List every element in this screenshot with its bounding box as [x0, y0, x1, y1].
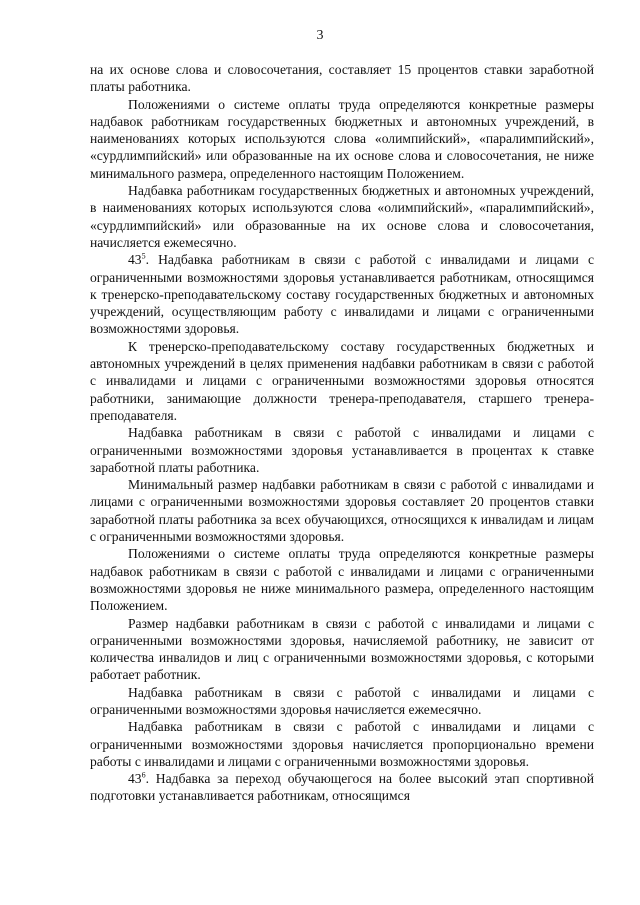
- clause-number: $43^6$: [128, 770, 146, 787]
- paragraph: Надбавка работникам в связи с работой с инвалидами и лицами с ограниченными возможностями здоровья начисляется пропорционально времени работы с инвалидами и лицами с ограниченными возможностями здоровья.: [90, 719, 594, 769]
- paragraph: Положениями о системе оплаты труда определяются конкретные размеры надбавок работникам в связи с работой с инвалидами и лицами с ограниченными возможностями здоровья не ниже минимального размера, определенного настоящим Положением.: [90, 546, 594, 614]
- page-number: 3: [316, 28, 324, 43]
- document-body: [90, 61, 594, 805]
- paragraph: Минимальный размер надбавки работникам в связи с работой с инвалидами и лицами с ограниченными возможностями здоровья составляет 20 процентов ставки заработной платы работника за всех обучающихся, относящихся к инвалидам и лицам с ограниченными возможностями здоровья.: [90, 477, 594, 545]
- clause-text: . Надбавка работникам в связи с работой с инвалидами и лицами с ограниченными возможностями здоровья устанавливается работникам, относящимся к тренерско-преподавательскому составу государственных бюджетных и автономных учреждений, осуществляющим работу с инвалидами и лицами с ограниченными возможностями здоровья.: [90, 252, 594, 337]
- paragraph: Надбавка работникам в связи с работой с инвалидами и лицами с ограниченными возможностями здоровья начисляется ежемесячно.: [90, 684, 594, 717]
- paragraph: Размер надбавки работникам в связи с работой с инвалидами и лицами с ограниченными возможностями здоровья, начисляемой работнику, не зависит от количества инвалидов и лиц с ограниченными возможностями здоровья, с которыми работает работник.: [90, 615, 594, 683]
- clause-text: . Надбавка за переход обучающегося на более высокий этап спортивной подготовки устанавливается работникам, относящимся: [90, 771, 594, 804]
- clause-number: $43^5$: [128, 251, 146, 268]
- paragraph: К тренерско-преподавательскому составу государственных бюджетных и автономных учреждений в целях применения надбавки работникам в связи с работой с инвалидами и лицами с ограниченными возможностями здоровья относятся работники, занимающие должности тренера-преподавателя, старшего тренера-преподавателя.: [90, 338, 594, 423]
- paragraph: Надбавка работникам государственных бюджетных и автономных учреждений, в наименованиях которых используются слова «олимпийский», «паралимпийский», «сурдлимпийский» или образованные на их основе слова и словосочетания, начисляется ежемесячно.: [90, 183, 594, 250]
- paragraph: Надбавка работникам в связи с работой с инвалидами и лицами с ограниченными возможностями здоровья устанавливается в процентах к ставке заработной платы работника.: [90, 425, 594, 475]
- numbered-paragraph-43-6: [90, 770, 594, 805]
- numbered-paragraph-43-5: [90, 251, 594, 337]
- paragraph: Положениями о системе оплаты труда определяются конкретные размеры надбавок работникам государственных бюджетных и автономных учреждений, в наименованиях которых используются слова «олимпийский», «паралимпийский», «сурдлимпийский» или образованные на их основе слова и словосочетания, не ниже минимального размера, определенного настоящим Положением.: [90, 96, 594, 181]
- paragraph-continuation: на их основе слова и словосочетания, составляет 15 процентов ставки заработной платы работника.: [90, 62, 594, 95]
